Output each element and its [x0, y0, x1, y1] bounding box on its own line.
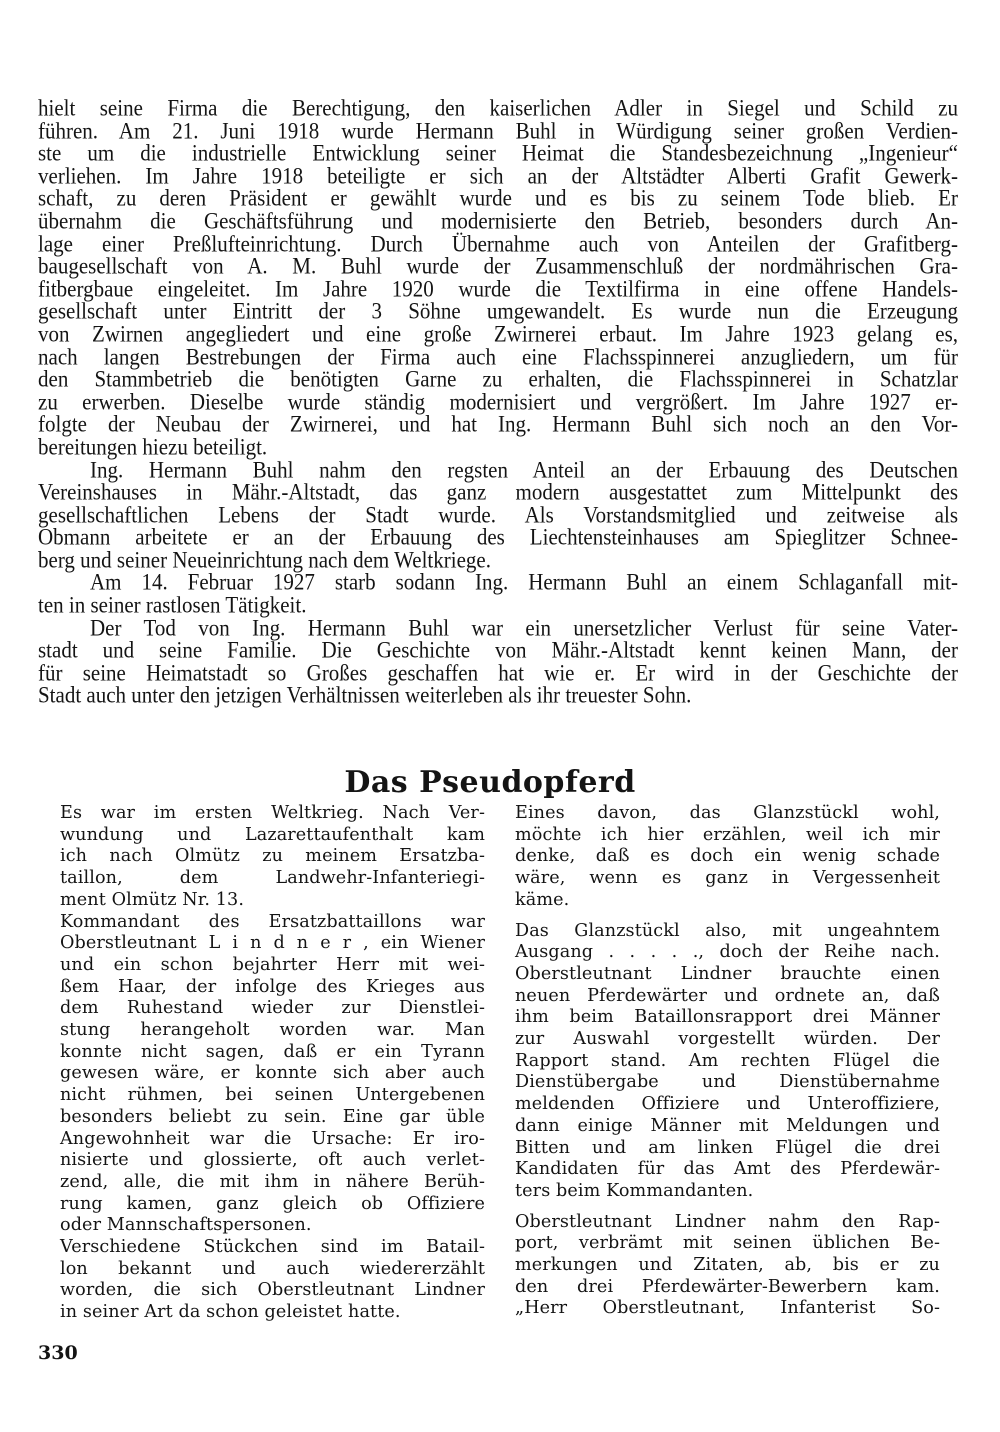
text-line: und ein schon bejahrter Herr mit wei-	[60, 954, 485, 975]
text-line: nach langen Bestrebungen der Firma auch eine Flachsspinnerei anzugliedern, um für	[38, 343, 958, 370]
text-line: schaft, zu deren Präsident er gewählt wurde und es bis zu seinem Tode blieb. Er	[38, 185, 958, 212]
paragraph	[515, 921, 940, 1203]
text-line: Obmann arbeitete er an der Erbauung des Liechtensteinhauses am Spieglitzer Schnee-	[38, 524, 958, 551]
text-line: Der Tod von Ing. Hermann Buhl war ein unersetzlicher Verlust für seine Vater-	[90, 614, 958, 641]
text-line: merkungen und Zitaten, ab, bis er zu	[515, 1255, 940, 1276]
text-line: worden, die sich Oberstleutnant Lindner	[60, 1280, 485, 1301]
text-line: möchte ich hier erzählen, weil ich mir	[515, 824, 940, 845]
text-line: besonders beliebt zu sein. Eine gar üble	[60, 1106, 485, 1127]
text-line: oder Mannschaftspersonen.	[60, 1215, 312, 1236]
paragraph	[60, 912, 485, 1238]
text-line: ment Olmütz Nr. 13.	[60, 889, 245, 910]
text-line: hielt seine Firma die Berechtigung, den kaiserlichen Adler in Siegel und Schild zu	[38, 95, 958, 121]
text-line: Dienstübergabe und Dienstübernahme	[515, 1072, 940, 1093]
text-line: verliehen. Im Jahre 1918 beteiligte er sich an der Altstädter Alberti Grafit Gewerk-	[38, 162, 958, 189]
paragraph	[515, 803, 940, 912]
text-line: Rapport stand. Am rechten Flügel die	[515, 1050, 940, 1071]
text-line: Kandidaten für das Amt des Pferdewär-	[515, 1159, 940, 1180]
text-line: gesellschaftlichen Lebens der Stadt wurde. Als Vorstandsmitglied und zeitweise als	[38, 501, 958, 528]
text-line: stung herangeholt worden war. Man	[60, 1020, 485, 1041]
text-line: Stadt auch unter den jetzigen Verhältnissen weiterleben als ihr treuester Sohn.	[38, 682, 692, 709]
text-line: Eines davon, das Glanzstückl wohl,	[515, 803, 940, 823]
text-line: gesellschaft unter Eintritt der 3 Söhne umgewandelt. Es wurde nun die Erzeugung	[38, 298, 958, 325]
text-line: fitbergbaue eingeleitet. Im Jahre 1920 wurde die Textilfirma in eine offene Handels-	[38, 275, 958, 302]
text-line: lon bekannt und auch wiedererzählt	[60, 1258, 485, 1279]
text-line: käme.	[515, 889, 570, 910]
text-line: rung kamen, ganz gleich ob Offiziere	[60, 1193, 485, 1214]
text-line: Oberstleutnant Lindner nahm den Rap-	[515, 1211, 940, 1232]
text-line: den Stammbetrieb die benötigten Garne zu erhalten, die Flachsspinnerei in Schatzlar	[38, 366, 958, 393]
text-line: Angewohnheit war die Ursache: Er iro-	[60, 1128, 485, 1149]
text-line: folgte der Neubau der Zwirnerei, und hat Ing. Hermann Buhl sich noch an den Vor-	[38, 411, 958, 438]
text-line: lage einer Preßlufteinrichtung. Durch Übernahme auch von Anteilen der Grafitberg-	[38, 230, 958, 257]
text-line: dem Ruhestand wieder zur Dienstlei-	[60, 998, 485, 1019]
article-right-column	[515, 803, 940, 1320]
text-line: Ing. Hermann Buhl nahm den regsten Anteil an der Erbauung des Deutschen	[90, 456, 958, 483]
paragraph	[60, 803, 485, 912]
text-line: gewesen wäre, er konnte sich aber auch	[60, 1063, 485, 1084]
text-line: zend, alle, die mit ihm in nähere Berüh-	[60, 1171, 485, 1192]
article-title: Das Pseudopferd	[344, 765, 636, 801]
page-number: 330	[38, 1342, 78, 1364]
text-line: Am 14. Februar 1927 starb sodann Ing. Hermann Buhl an einem Schlaganfall mit-	[90, 569, 958, 596]
text-line: berg und seiner Neueinrichtung nach dem Weltkriege.	[38, 546, 491, 573]
paragraph	[38, 97, 958, 459]
text-line: bereitungen hiezu beteiligt.	[38, 433, 268, 460]
text-line: wäre, wenn es ganz in Vergessenheit	[515, 868, 940, 889]
text-line: dann einige Männer mit Meldungen und	[515, 1115, 940, 1136]
text-line: Das Glanzstückl also, mit ungeahntem	[515, 920, 940, 941]
text-line: übernahm die Geschäftsführung und modernisierte den Betrieb, besonders durch An-	[38, 207, 958, 234]
text-line: nicht rühmen, bei seinen Untergebenen	[60, 1085, 485, 1106]
text-line: ßem Haar, der infolge des Krieges aus	[60, 976, 485, 997]
text-line: taillon, dem Landwehr-Infanteriegi-	[60, 868, 485, 889]
text-line: den drei Pferdewärter-Bewerbern kam.	[515, 1276, 940, 1297]
text-line: ihm beim Bataillonsrapport drei Männer	[515, 1007, 940, 1028]
text-line: in seiner Art da schon geleistet hatte.	[60, 1302, 401, 1323]
text-line: „Herr Oberstleutnant, Infanterist So-	[515, 1298, 940, 1319]
text-line: neuen Pferdewärter und ordnete an, daß	[515, 985, 940, 1006]
text-line: ste um die industrielle Entwicklung seiner Heimat die Standesbezeichnung „Ingenieur“	[38, 140, 958, 167]
text-line: meldenden Offiziere und Unteroffiziere,	[515, 1094, 940, 1115]
text-line: Oberstleutnant Lindner brauchte einen	[515, 963, 940, 984]
text-line: ich nach Olmütz zu meinem Ersatzba-	[60, 846, 485, 867]
text-line: zu erwerben. Dieselbe wurde ständig modernisiert und vergrößert. Im Jahre 1927 er-	[38, 388, 958, 415]
text-line: nisierte und glossierte, oft auch verlet-	[60, 1150, 485, 1171]
text-line: wundung und Lazarettaufenthalt kam	[60, 824, 485, 845]
text-line: führen. Am 21. Juni 1918 wurde Hermann Buhl in Würdigung seiner großen Verdien-	[38, 117, 958, 144]
text-line: zur Auswahl vorgestellt würden. Der	[515, 1029, 940, 1050]
paragraph	[60, 1237, 485, 1324]
text-line: stadt und seine Familie. Die Geschichte von Mähr.-Altstadt kennt keinen Mann, der	[38, 637, 958, 664]
text-line: port, verbrämt mit seinen üblichen Be-	[515, 1233, 940, 1254]
paragraph	[515, 1212, 940, 1321]
previous-article-text	[38, 97, 958, 707]
text-line: ten in seiner rastlosen Tätigkeit.	[38, 592, 307, 618]
text-line: Vereinshauses in Mähr.-Altstadt, das ganz modern ausgestattet zum Mittelpunkt des	[38, 479, 958, 506]
paragraph	[38, 614, 958, 709]
article-left-column	[60, 803, 485, 1324]
text-line: Verschiedene Stückchen sind im Batail-	[60, 1237, 485, 1258]
text-line: Es war im ersten Weltkrieg. Nach Ver-	[60, 803, 485, 823]
text-line: konnte nicht sagen, daß er ein Tyrann	[60, 1041, 485, 1062]
text-line: Kommandant des Ersatzbattaillons war	[60, 911, 485, 932]
paragraph	[38, 571, 958, 616]
text-line: Bitten und am linken Flügel die drei	[515, 1137, 940, 1158]
text-line: denke, daß es doch ein wenig schade	[515, 846, 940, 867]
text-line: baugesellschaft von A. M. Buhl wurde der Zusammenschluß der nordmährischen Gra-	[38, 253, 958, 280]
paragraph	[38, 456, 958, 573]
text-line: für seine Heimatstadt so Großes geschaffen hat wie er. Er wird in der Geschichte der	[38, 659, 958, 686]
text-line: von Zwirnen angegliedert und eine große Zwirnerei erbaut. Im Jahre 1923 gelang es,	[38, 320, 958, 347]
text-line: Oberstleutnant L i n d n e r , ein Wiener	[60, 933, 485, 954]
text-line: Ausgang . . . . ., doch der Reihe nach.	[515, 942, 940, 963]
text-line: ters beim Kommandanten.	[515, 1180, 754, 1201]
